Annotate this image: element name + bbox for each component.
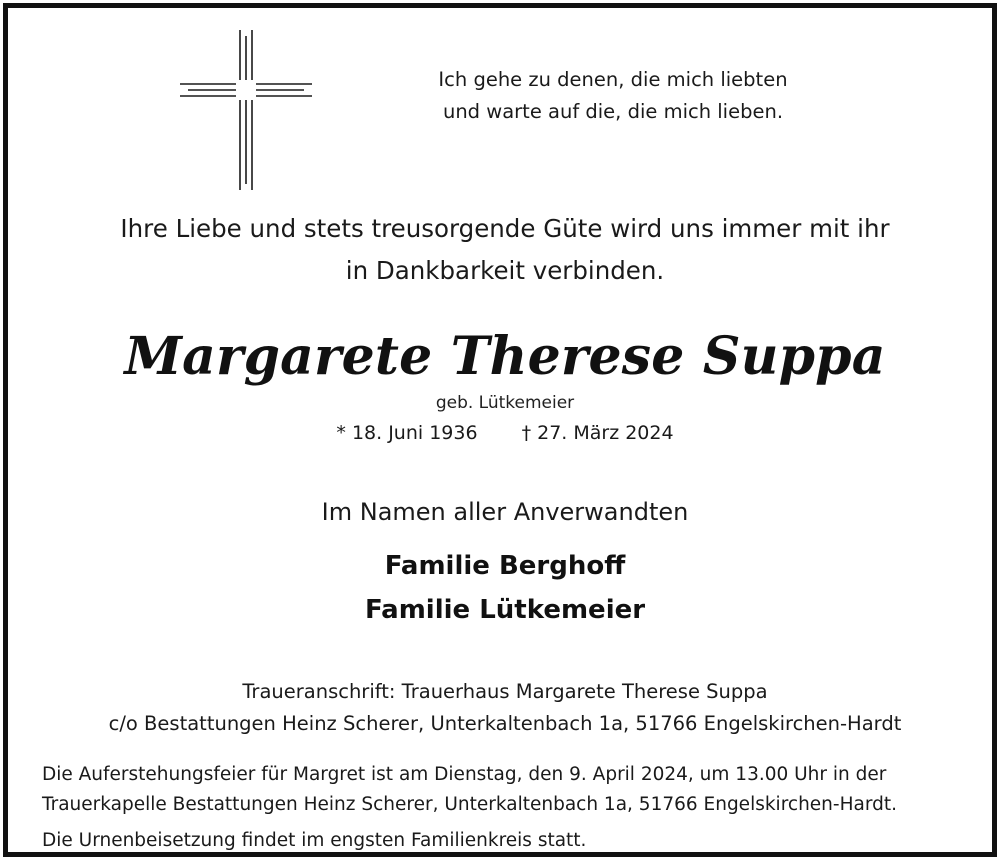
birth-date: * 18. Juni 1936 <box>336 422 478 444</box>
cross-icon <box>178 30 314 192</box>
address-line-1: Traueranschrift: Trauerhaus Margarete Therese Suppa <box>242 680 768 703</box>
birth-name: geb. Lütkemeier <box>435 393 575 413</box>
dedication <box>8 208 1000 292</box>
mourning-address <box>8 676 1000 740</box>
obituary-notice <box>3 3 997 857</box>
life-dates <box>8 418 1000 448</box>
quote-line-2: und warte auf die, die mich lieben. <box>442 100 784 123</box>
quote <box>413 64 813 128</box>
deceased-name: Margarete Therese Suppa <box>124 326 886 387</box>
mourners-intro: Im Namen aller Anverwandten <box>321 498 689 526</box>
family-name: Familie Berghoff <box>384 551 626 581</box>
funeral-line-3: Die Urnenbeisetzung findet im engsten Familienkreis statt. <box>42 830 587 851</box>
quote-line-1: Ich gehe zu denen, die mich liebten <box>438 68 788 91</box>
death-date: † 27. März 2024 <box>521 422 674 444</box>
funeral-info <box>42 760 982 856</box>
family-name: Familie Lütkemeier <box>364 595 646 625</box>
dedication-line-1: Ihre Liebe und stets treusorgende Güte wird uns immer mit ihr <box>120 214 890 243</box>
address-line-2: c/o Bestattungen Heinz Scherer, Unterkaltenbach 1a, 51766 Engelskirchen-Hardt <box>108 712 902 735</box>
funeral-line-1: Die Auferstehungsfeier für Margret ist am Dienstag, den 9. April 2024, um 13.00 Uhr in der <box>42 764 887 785</box>
funeral-line-2: Trauerkapelle Bestattungen Heinz Scherer, Unterkaltenbach 1a, 51766 Engelskirchen-Hardt. <box>42 794 897 815</box>
mourner-families <box>8 544 1000 632</box>
dedication-line-2: in Dankbarkeit verbinden. <box>345 256 665 285</box>
